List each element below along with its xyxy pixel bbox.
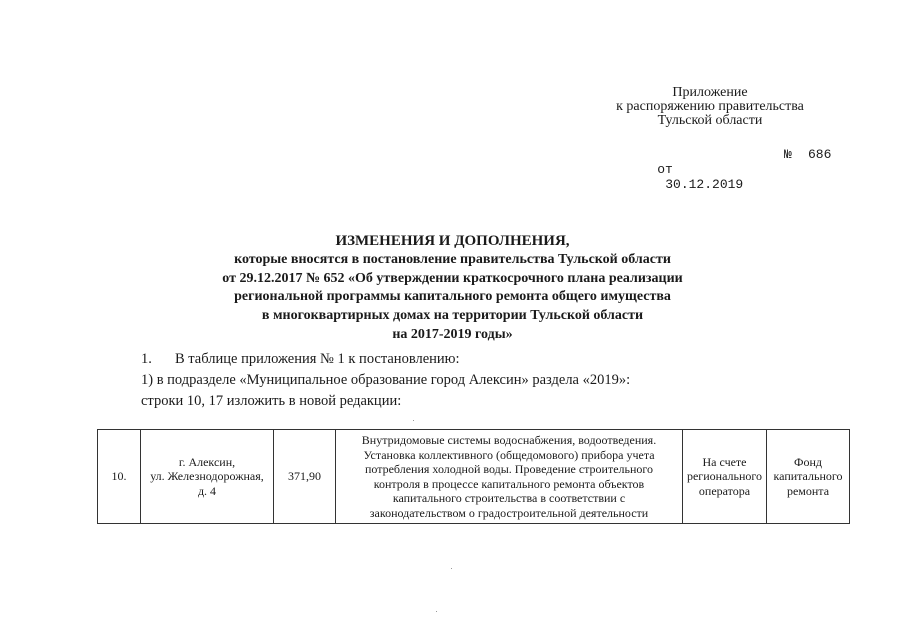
order-number: 686 [808, 147, 832, 162]
address-line: д. 4 [197, 483, 217, 498]
work-line: капитального строительства в соответствии с [392, 491, 626, 505]
account-line: регионального [686, 469, 763, 484]
appendix-line-3: Тульской области [657, 113, 763, 128]
scan-speck [436, 611, 437, 612]
fund-line: Фонд [793, 454, 822, 469]
fund-line: ремонта [786, 483, 830, 498]
item-1-paragraph [141, 351, 460, 368]
scan-speck [451, 568, 452, 569]
address-cell [141, 430, 274, 524]
title-line: от 29.12.2017 № 652 «Об утверждении краткосрочного плана реализации [222, 270, 683, 286]
title-line: региональной программы капитального ремонта общего имущества [234, 289, 671, 305]
item-text: В таблице приложения № 1 к постановлению: [175, 351, 460, 367]
title-line: на 2017-2019 годы» [392, 326, 513, 342]
appendix-header [560, 86, 860, 128]
account-line: оператора [698, 483, 751, 498]
work-line: контроля в процессе капитального ремонта объектов [373, 476, 645, 491]
work-line: Установка коллективного (общедомового) прибора учета [363, 447, 655, 462]
appendix-line-1: Приложение [672, 85, 748, 100]
order-date: 30.12.2019 [665, 177, 744, 192]
item-number: 1. [141, 351, 152, 367]
title-line: в многоквартирных домах на территории Тульской области [261, 308, 644, 324]
document-title [0, 232, 905, 345]
address-line: г. Алексин, [178, 454, 236, 469]
number-sign: № [784, 147, 792, 162]
fund-cell [767, 430, 850, 524]
sub-item-paragraph: 1) в подразделе «Муниципальное образование город Алексин» раздела «2019»: [141, 372, 631, 388]
account-cell [683, 430, 767, 524]
title-main: ИЗМЕНЕНИЯ И ДОПОЛНЕНИЯ, [335, 233, 570, 249]
address-line: ул. Железнодорожная, [150, 469, 264, 484]
row-number-cell: 10. [98, 430, 141, 524]
work-line: потребления холодной воды. Проведение строительного [364, 462, 654, 476]
appendix-line-2: к распоряжению правительства [616, 99, 804, 114]
instruction-paragraph: строки 10, 17 изложить в новой редакции: [141, 393, 402, 409]
table-row [98, 430, 850, 524]
work-line: законодательством о градостроительной деятельности [369, 505, 649, 520]
cost-cell: 371,90 [274, 430, 336, 524]
order-date-number [626, 147, 832, 237]
date-prefix: от [657, 162, 673, 177]
title-line: которые вносятся в постановление правительства Тульской области [234, 251, 671, 267]
work-description-cell [336, 430, 683, 524]
replacement-rows-table [97, 429, 850, 524]
fund-line: капитального [773, 469, 843, 484]
account-line: На счете [702, 454, 747, 469]
scan-speck [413, 420, 414, 421]
work-line: Внутридомовые системы водоснабжения, водоотведения. [361, 433, 657, 447]
